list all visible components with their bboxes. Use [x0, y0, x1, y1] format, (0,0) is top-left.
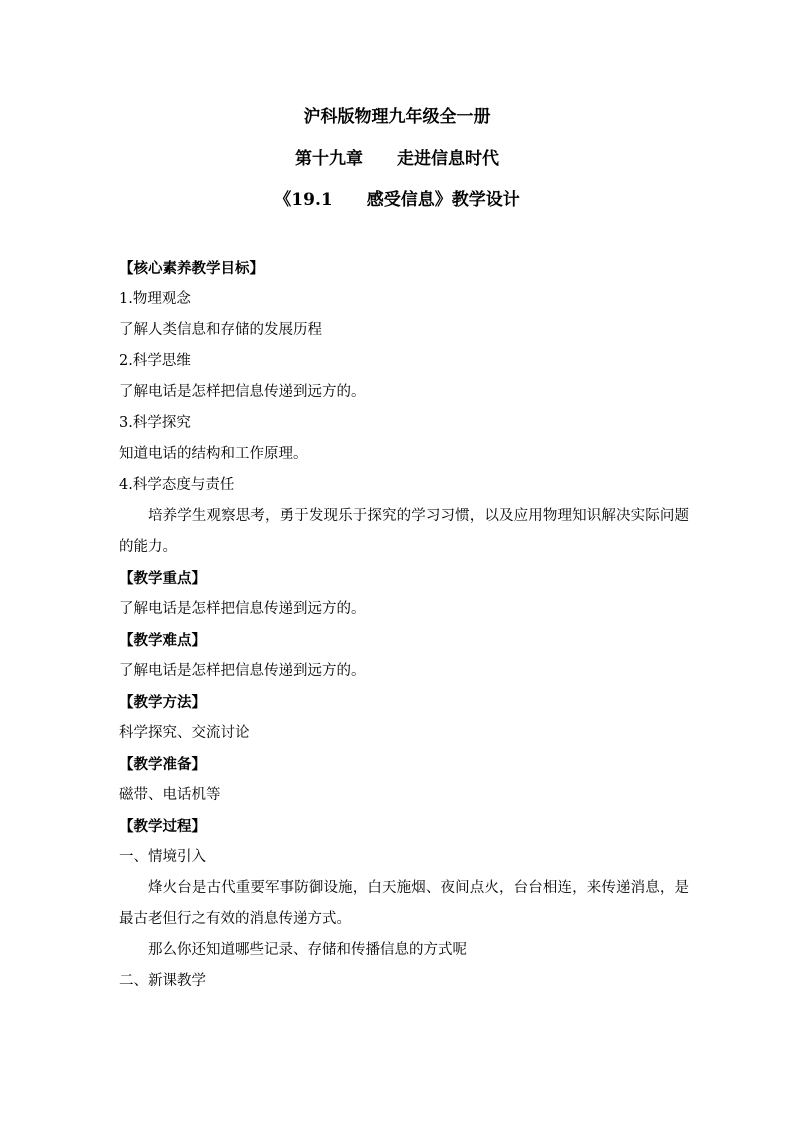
difficulties-text: 了解电话是怎样把信息传递到远方的。: [119, 663, 366, 679]
goals-heading: 【核心素养教学目标】: [119, 260, 264, 277]
preparation-text: 磁带、电话机等: [119, 787, 221, 803]
process-heading: 【教学过程】: [119, 818, 206, 835]
goal-text-4: 培养学生观察思考，勇于发现乐于探究的学习习惯，以及应用物理知识解决实际问题的能力。: [119, 508, 689, 555]
document-body: [119, 253, 689, 997]
goal-text-2: 了解电话是怎样把信息传递到远方的。: [119, 384, 366, 400]
preparation-heading: 【教学准备】: [119, 756, 206, 773]
methods-text: 科学探究、交流讨论: [119, 725, 250, 741]
goal-text-1: 了解人类信息和存储的发展历程: [119, 322, 322, 338]
goal-text-3: 知道电话的结构和工作原理。: [119, 446, 308, 462]
goal-label-2: 2.科学思维: [119, 353, 191, 369]
goal-label-1: 1.物理观念: [119, 291, 191, 307]
section-1-title: 一、情境引入: [119, 849, 206, 865]
book-title: 沪科版物理九年级全一册: [303, 107, 491, 127]
chapter-title: 第十九章 走进信息时代: [295, 149, 499, 169]
section-2-title: 二、新课教学: [119, 973, 206, 989]
goal-label-3: 3.科学探究: [119, 415, 191, 431]
key-points-text: 了解电话是怎样把信息传递到远方的。: [119, 601, 366, 617]
difficulties-heading: 【教学难点】: [119, 632, 206, 649]
key-points-heading: 【教学重点】: [119, 570, 206, 587]
methods-heading: 【教学方法】: [119, 694, 206, 711]
section-1-paragraph-1: 烽火台是古代重要军事防御设施，白天施烟、夜间点火，台台相连，来传递消息，是最古老但行之有效的消息传递方式。: [119, 880, 689, 927]
goal-label-4: 4.科学态度与责任: [119, 477, 235, 493]
section-1-paragraph-2: 那么你还知道哪些记录、存储和传播信息的方式呢: [148, 942, 467, 958]
lesson-title: 《19.1 感受信息》教学设计: [274, 190, 520, 210]
